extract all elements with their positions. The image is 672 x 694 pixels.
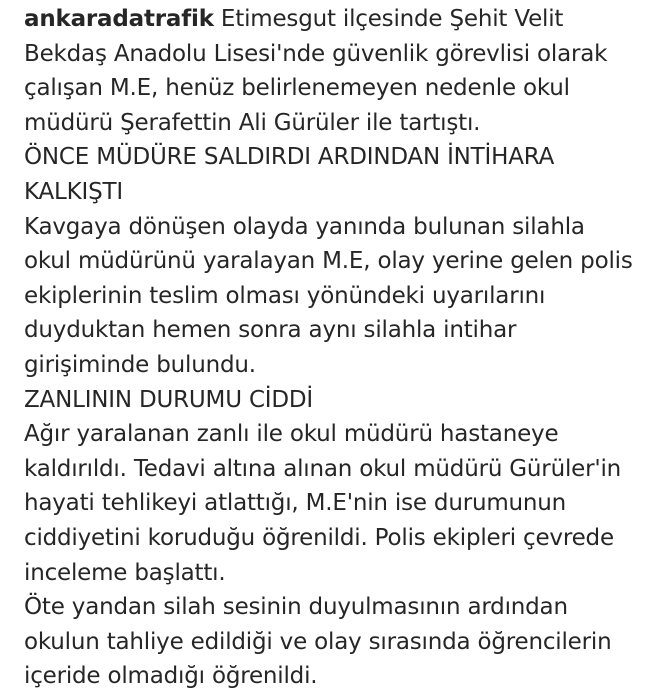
caption-line-7: Kavgaya dönüşen olayda yanında bulunan silahla bbox=[24, 213, 585, 240]
post-caption bbox=[24, 2, 670, 694]
caption-line-11: girişiminde bulundu. bbox=[24, 351, 256, 378]
caption-line-1 bbox=[24, 2, 670, 37]
caption-line-16: ciddiyetini koruduğu öğrenildi. Polis ekipleri çevrede bbox=[24, 524, 614, 551]
caption-line-14: kaldırıldı. Tedavi altına alınan okul müdürü Gürüler'in bbox=[24, 455, 622, 482]
caption-text: Etimesgut ilçesinde Şehit Velit bbox=[213, 6, 564, 32]
caption-line-13: Ağır yaralanan zanlı ile okul müdürü hastaneye bbox=[24, 421, 559, 448]
caption-line-10: duyduktan hemen sonra aynı silahla intihar bbox=[24, 317, 517, 344]
section-heading-1-cont: KALKIŞTI bbox=[24, 178, 123, 205]
section-heading-2: ZANLININ DURUMU CİDDİ bbox=[24, 386, 313, 413]
caption-line-18: Öte yandan silah sesinin duyulmasının ardından bbox=[24, 594, 568, 621]
caption-line-3: çalışan M.E, henüz belirlenemeyen nedenle okul bbox=[24, 75, 570, 102]
caption-line-19: okulun tahliye edildiği ve olay sırasında öğrencilerin bbox=[24, 628, 612, 655]
caption-line-15: hayati tehlikeyi atlattığı, M.E'nin ise durumunun bbox=[24, 490, 567, 517]
caption-line-20: içeride olmadığı öğrenildi. bbox=[24, 663, 318, 690]
caption-line-9: ekiplerinin teslim olması yönündeki uyarılarını bbox=[24, 282, 546, 309]
username-link[interactable]: ankaradatrafik bbox=[24, 6, 214, 32]
caption-line-2: Bekdaş Anadolu Lisesi'nde güvenlik görevlisi olarak bbox=[24, 40, 608, 67]
caption-line-17: inceleme başlattı. bbox=[24, 559, 226, 586]
caption-line-8: okul müdürünü yaralayan M.E, olay yerine gelen polis bbox=[24, 248, 633, 275]
caption-line-4: müdürü Şerafettin Ali Gürüler ile tartıştı. bbox=[24, 109, 481, 136]
section-heading-1: ÖNCE MÜDÜRE SALDIRDI ARDINDAN İNTİHARA bbox=[24, 144, 555, 171]
